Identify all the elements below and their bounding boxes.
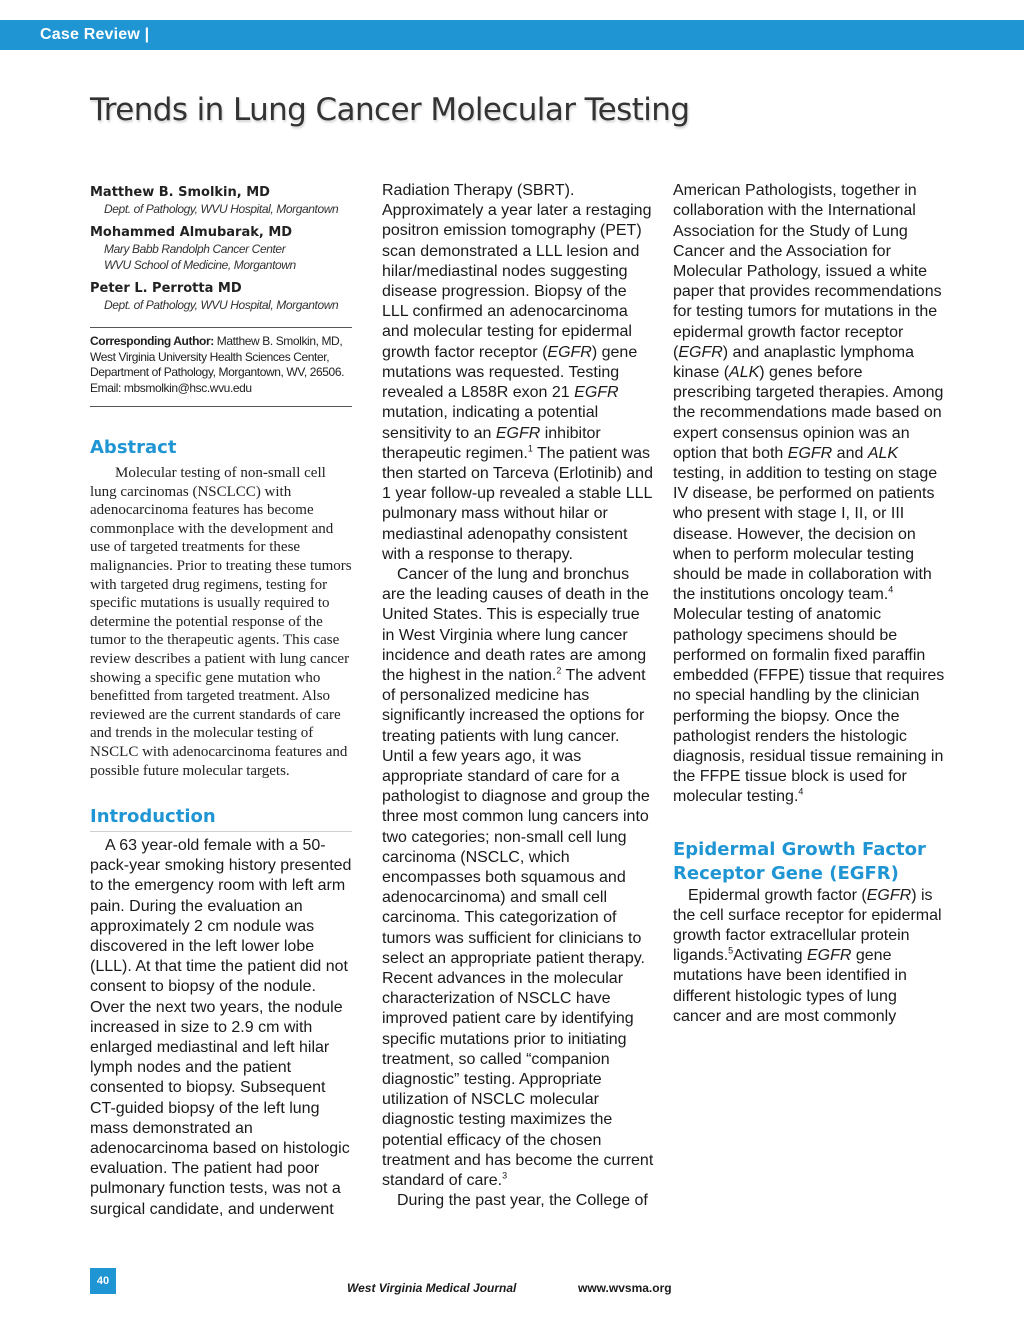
author-affiliation: WVU School of Medicine, Morgantown — [104, 258, 296, 272]
author-affiliation: Dept. of Pathology, WVU Hospital, Morgantown — [104, 298, 339, 312]
author-name: Matthew B. Smolkin, MD — [90, 185, 270, 200]
intro-paragraph-3-cont: During the past year, the College of — [397, 1192, 648, 1210]
corresponding-text: Matthew B. Smolkin, MD, West Virginia University Health Sciences Center, Department of Pathology, Morgantown, WV, 26506. Email: mbsmolkin@hsc.wvu.edu — [90, 334, 345, 395]
text-column-2 — [382, 181, 654, 1211]
intro-paragraph-1: A 63 year-old female with a 50-pack-year smoking history presented to the emergency room with left arm pain. During the evaluation an approximately 2 cm nodule was discovered in the left lower lobe (LLL). At that time the patient did not consent to biopsy of the nodule. Over the next two years, the nodule increased in size to 2.9 cm with enlarged mediastinal and left hilar lymph nodes and the patient consented to biopsy. Subsequent CT-guided biopsy of the left lung mass demonstrated an adenocarcinoma based on histologic evaluation. The patient had poor pulmonary function tests, was not a surgical candidate, and underwent — [90, 837, 352, 1218]
egfr-paragraph-1-cont: Epidermal growth factor (EGFR) is the cell surface receptor for epidermal growth factor extracellular protein ligands.$^5$Activating EGFR gene mutations have been identified in different histologic types of lung cancer and are most commonly — [673, 886, 942, 1025]
intro-paragraph-1-cont: Radiation Therapy (SBRT). Approximately a year later a restaging positron emission tomography (PET) scan demonstrated a LLL lesion and hilar/mediastinal nodes suggesting disease progression. Biopsy of the LLL confirmed an adenocarcinoma and molecular testing for epidermal growth factor receptor (EGFR) gene mutations was requested. Testing revealed a L858R exon 21 EGFR mutation, indicating a potential sensitivity to an EGFR inhibitor therapeutic regimen.$^1$ The patient was then started on Tarceva (Erlotinib) and 1 year follow-up revealed a stable LLL pulmonary mass without hilar or mediastinal adenopathy consistent with a response to therapy. — [382, 182, 653, 563]
author-block — [90, 281, 352, 313]
author-name: Mohammed Almubarak, MD — [90, 225, 293, 240]
text-column-3 — [673, 181, 945, 1211]
header-banner — [0, 20, 1024, 50]
author-affiliation: Dept. of Pathology, WVU Hospital, Morgantown — [104, 202, 339, 216]
column-1 — [90, 181, 352, 832]
article-title: Trends in Lung Cancer Molecular Testing — [90, 92, 690, 128]
section-label: Case Review | — [40, 26, 150, 43]
author-block — [90, 225, 352, 273]
footer-journal: West Virginia Medical Journal — [347, 1281, 517, 1295]
author-affiliation: Mary Babb Randolph Cancer Center — [104, 242, 286, 256]
text-column-1 — [90, 836, 352, 1220]
intro-paragraph-2-cont: Cancer of the lung and bronchus are the leading causes of death in the United States. This is especially true in West Virginia where lung cancer incidence and death rates are among the highest in the nation.$^2$ The advent of personalized medicine has significantly increased the options for treating patients with lung cancer. Until a few years ago, it was appropriate standard of care for a pathologist to diagnose and group the three most common lung cancers into two categories; non-small cell lung carcinoma (NSCLC, which encompasses both squamous and adenocarcinoma) and small cell carcinoma. This categorization of tumors was sufficient for clinicians to select an appropriate patient therapy. Recent advances in the molecular characterization of NSCLC have improved patient care by identifying specific mutations prior to initiating treatment, so called “companion diagnostic” testing. Appropriate utilization of NSCLC molecular diagnostic testing maximizes the potential efficacy of the chosen treatment and has become the current standard of care.$^3$ — [382, 565, 654, 1190]
corresponding-label: Corresponding Author: — [90, 334, 214, 348]
introduction-heading: Introduction — [90, 805, 352, 832]
author-block — [90, 185, 352, 217]
egfr-heading-cont: Epidermal Growth Factor Receptor Gene (EGFR) — [673, 838, 926, 884]
corresponding-author — [90, 327, 352, 407]
footer-url[interactable]: www.wvsma.org — [578, 1281, 672, 1295]
page-number: 40 — [90, 1268, 116, 1294]
abstract-text: Molecular testing of non-small cell lung carcinomas (NSCLCC) with adenocarcinoma features has become commonplace with the development and use of targeted treatments for these malignancies. Prior to treating these tumors with targeted drug regimens, testing for specific mutations is usually required to determine the potential response of the tumor to the therapeutic agents. This case review describes a patient with lung cancer showing a specific gene mutation who benefitted from targeted treatment. Also reviewed are the current standards of care and trends in the molecular testing of NSCLC with adenocarcinoma features and possible future molecular targets. — [90, 465, 352, 779]
abstract-heading: Abstract — [90, 437, 177, 458]
intro-paragraph-3-cont: American Pathologists, together in collaboration with the International Association for the Study of Lung Cancer and the Association for Molecular Pathology, issued a white paper that provides recommendations for testing tumors for mutations in the epidermal growth factor receptor (EGFR) and anaplastic lymphoma kinase (ALK) genes before prescribing targeted therapies. Among the recommendations made based on expert consensus opinion was an option that both EGFR and ALK testing, in addition to testing on stage IV disease, be performed on patients who present with stage I, II, or III disease. However, the decision on when to perform molecular testing should be made in collaboration with the institutions oncology team.$^4$ Molecular testing of anatomic pathology specimens should be performed on formalin fixed paraffin embedded (FFPE) tissue that requires no special handling by the clinician performing the biopsy. Once the pathologist renders the histologic diagnosis, residual tissue remaining in the FFPE tissue block is used for molecular testing.$^4$ — [673, 182, 945, 806]
author-name: Peter L. Perrotta MD — [90, 281, 242, 296]
